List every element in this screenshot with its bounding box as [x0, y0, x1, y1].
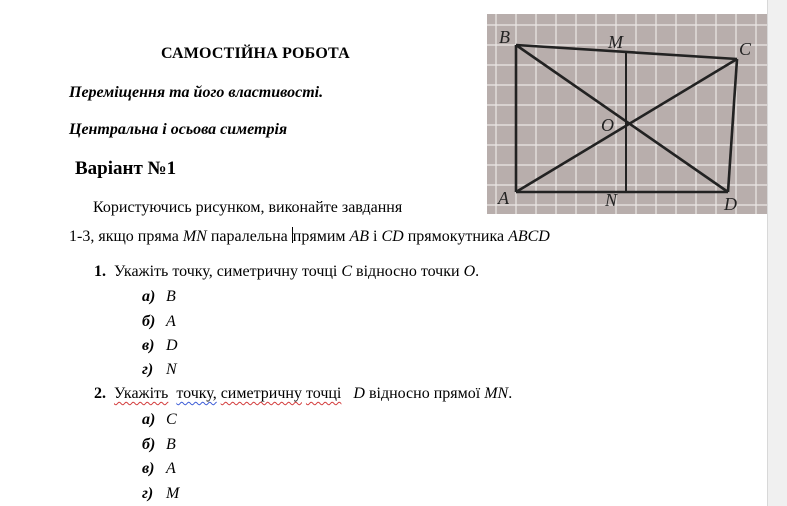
question-reference: MN [484, 385, 509, 402]
question-point: D [353, 385, 365, 402]
option-q1-a [142, 288, 176, 306]
option-value: D [166, 337, 178, 354]
intro-text: прямим [292, 228, 350, 245]
intro-text: прямокутника [403, 228, 509, 245]
option-q1-c [142, 337, 178, 355]
spellcheck-word: точці [305, 385, 342, 402]
label-o: O [601, 115, 614, 135]
label-m: M [608, 32, 623, 52]
option-letter: в) [142, 337, 155, 354]
spellcheck-word: точку, [176, 385, 217, 402]
option-q1-d [142, 361, 177, 379]
intro-line-ab: AB [349, 228, 370, 245]
option-value: B [166, 288, 176, 305]
rectangle-figure [487, 14, 767, 214]
intro-text: паралельна [206, 228, 292, 245]
question-number: 1. [94, 263, 106, 280]
option-letter: а) [142, 411, 156, 428]
option-value: N [166, 361, 177, 378]
option-value: C [166, 411, 177, 428]
spellcheck-word: Укажіть [114, 385, 169, 402]
option-value: B [166, 436, 176, 453]
question-reference: O [463, 263, 476, 280]
question-point: C [341, 263, 353, 280]
intro-line-mn: MN [182, 228, 207, 245]
question-text: Укажіть точку, симетричну точці [114, 263, 342, 280]
spellcheck-word: симетричну [220, 385, 302, 402]
label-n: N [605, 190, 618, 210]
option-letter: б) [142, 436, 156, 453]
intro-line-1: Користуючись рисунком, виконайте завдання [93, 199, 403, 216]
subtitle-symmetry: Центральна і осьова симетрія [69, 121, 288, 138]
option-q2-a [142, 411, 177, 429]
option-q2-c [142, 460, 176, 478]
variant-heading: Варіант №1 [75, 158, 177, 179]
question-text: відносно прямої [364, 385, 485, 402]
vertical-scrollbar[interactable] [767, 0, 787, 506]
subtitle-movement: Переміщення та його властивості. [69, 84, 324, 101]
intro-line-cd: CD [381, 228, 404, 245]
question-number: 2. [94, 385, 106, 402]
option-value: A [166, 460, 176, 477]
question-2: 2. Укажіть точку, симетричну точці D відносно прямої MN. [94, 385, 513, 402]
option-letter: а) [142, 288, 156, 305]
intro-text: і [369, 228, 382, 245]
option-letter: б) [142, 313, 156, 330]
question-text: відносно точки [352, 263, 464, 280]
question-1: 1. Укажіть точку, симетричну точці C відносно точки O. [94, 263, 480, 280]
label-a: A [498, 188, 509, 208]
option-value: A [166, 313, 176, 330]
option-q2-b [142, 436, 176, 454]
option-q2-d [142, 485, 179, 503]
label-b: B [499, 27, 510, 47]
option-letter: г) [142, 361, 154, 378]
intro-line-2 [69, 227, 550, 246]
option-value: M [166, 485, 180, 502]
label-c: C [739, 39, 752, 59]
intro-rect-abcd: ABCD [508, 228, 550, 245]
page-title: САМОСТІЙНА РОБОТА [161, 45, 350, 62]
label-d: D [724, 194, 737, 214]
option-q1-b [142, 313, 176, 331]
option-letter: г) [142, 485, 154, 502]
option-letter: в) [142, 460, 155, 477]
intro-text: 1-3, якщо пряма [69, 228, 183, 245]
